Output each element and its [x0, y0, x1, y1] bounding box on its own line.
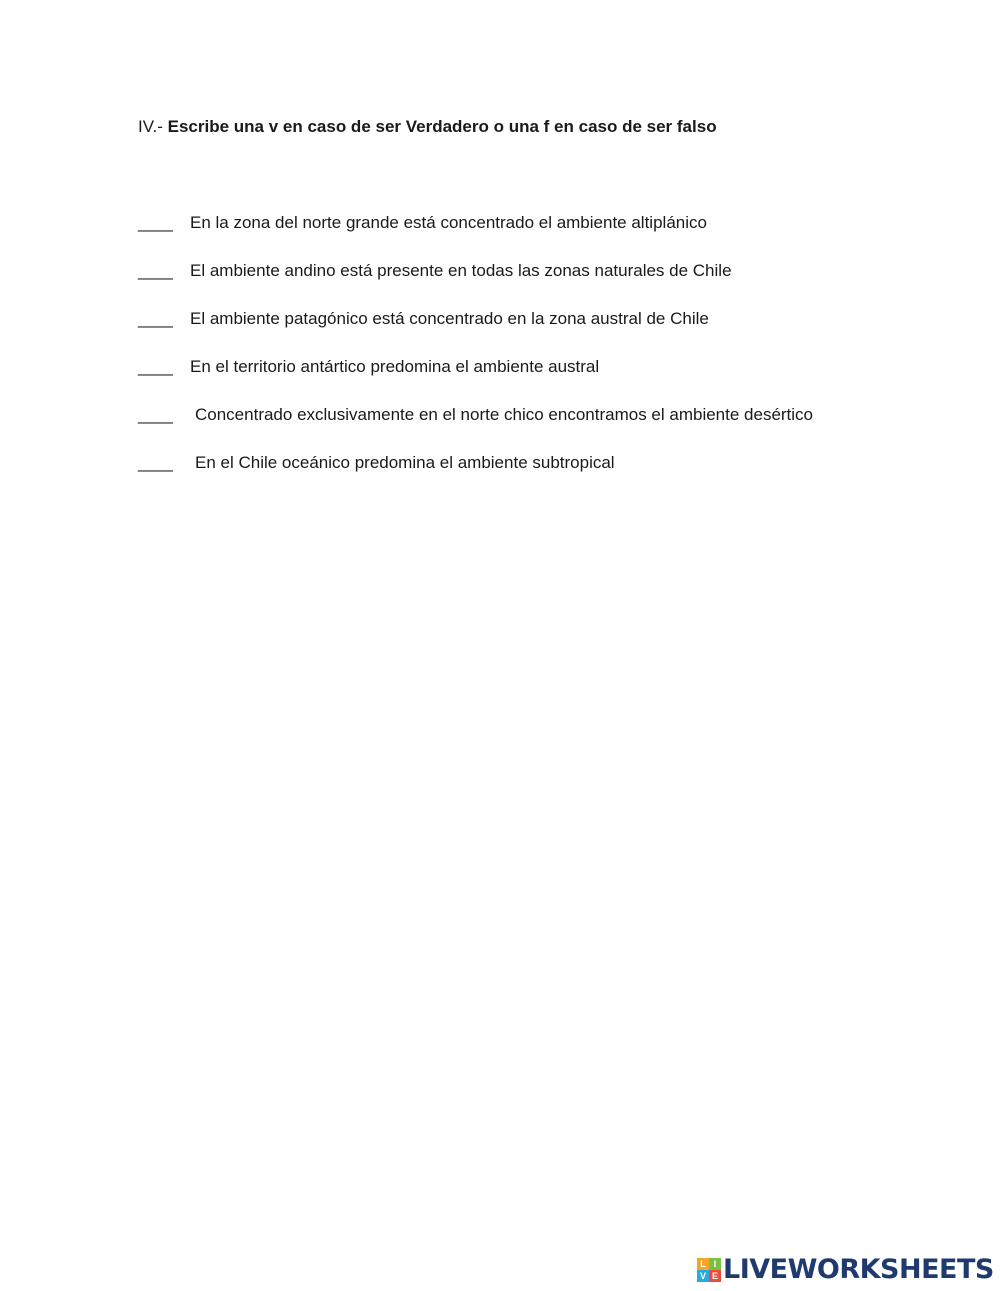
list-item — [138, 308, 813, 356]
section-instruction: Escribe una v en caso de ser Verdadero o una f en caso de ser falso — [167, 117, 717, 136]
list-item — [138, 404, 813, 452]
list-item — [138, 452, 813, 500]
list-item — [138, 260, 813, 308]
statement-text: En el Chile oceánico predomina el ambiente subtropical — [195, 453, 615, 472]
answer-blank[interactable]: ____ — [138, 309, 172, 328]
statement-text: En el territorio antártico predomina el ambiente austral — [190, 357, 600, 376]
true-false-list — [138, 212, 813, 500]
logo-letter: I — [709, 1258, 721, 1270]
statement-text: El ambiente andino está presente en todas las zonas naturales de Chile — [190, 261, 732, 280]
liveworksheets-watermark — [697, 1256, 994, 1284]
answer-blank[interactable]: ____ — [138, 261, 172, 280]
logo-letter: V — [697, 1270, 709, 1282]
section-heading — [138, 116, 717, 138]
answer-blank[interactable]: ____ — [138, 357, 172, 376]
liveworksheets-logo-icon — [697, 1258, 721, 1282]
list-item — [138, 356, 813, 404]
section-number: IV.- — [138, 117, 163, 136]
list-item — [138, 212, 813, 260]
answer-blank[interactable]: ____ — [138, 453, 172, 472]
logo-letter: L — [697, 1258, 709, 1270]
watermark-text: LIVEWORKSHEETS — [723, 1254, 994, 1285]
answer-blank[interactable]: ____ — [138, 213, 172, 232]
statement-text: El ambiente patagónico está concentrado en la zona austral de Chile — [190, 309, 709, 328]
statement-text: En la zona del norte grande está concentrado el ambiente altiplánico — [190, 213, 707, 232]
logo-letter: E — [709, 1270, 721, 1282]
answer-blank[interactable]: ____ — [138, 405, 172, 424]
statement-text: Concentrado exclusivamente en el norte chico encontramos el ambiente desértico — [195, 405, 814, 424]
